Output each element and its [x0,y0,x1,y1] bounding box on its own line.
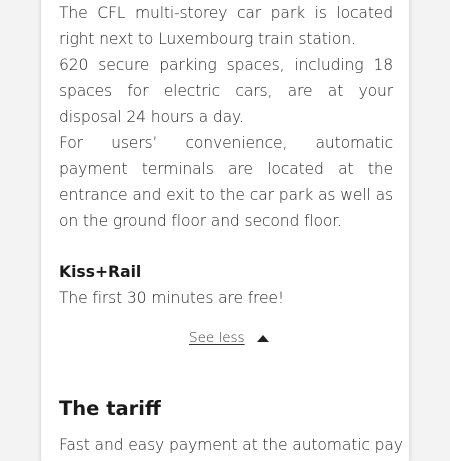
chevron-up-icon[interactable] [257,335,269,342]
kiss-rail-text: The first 30 minutes are free! [59,289,284,307]
intro-paragraph: The CFL multi-storey car park is located right next to Luxembourg train station. [59,4,393,48]
see-less-button[interactable] [189,330,269,346]
see-less-label[interactable]: See less [189,330,245,346]
tariff-paragraph: Fast and easy payment at the automatic pay [59,436,403,454]
terminals-paragraph: For users’ convenience, automatic payment terminals are located at the entrance and exit to the car park as well as on the ground floor and second floor. [59,134,393,230]
spaces-paragraph: 620 secure parking spaces, including 18 spaces for electric cars, are at your disposal 24 hours a day. [59,56,393,126]
tariff-heading: The tariff [59,397,161,420]
kiss-rail-heading: Kiss+Rail [59,263,142,281]
info-card [41,0,409,461]
